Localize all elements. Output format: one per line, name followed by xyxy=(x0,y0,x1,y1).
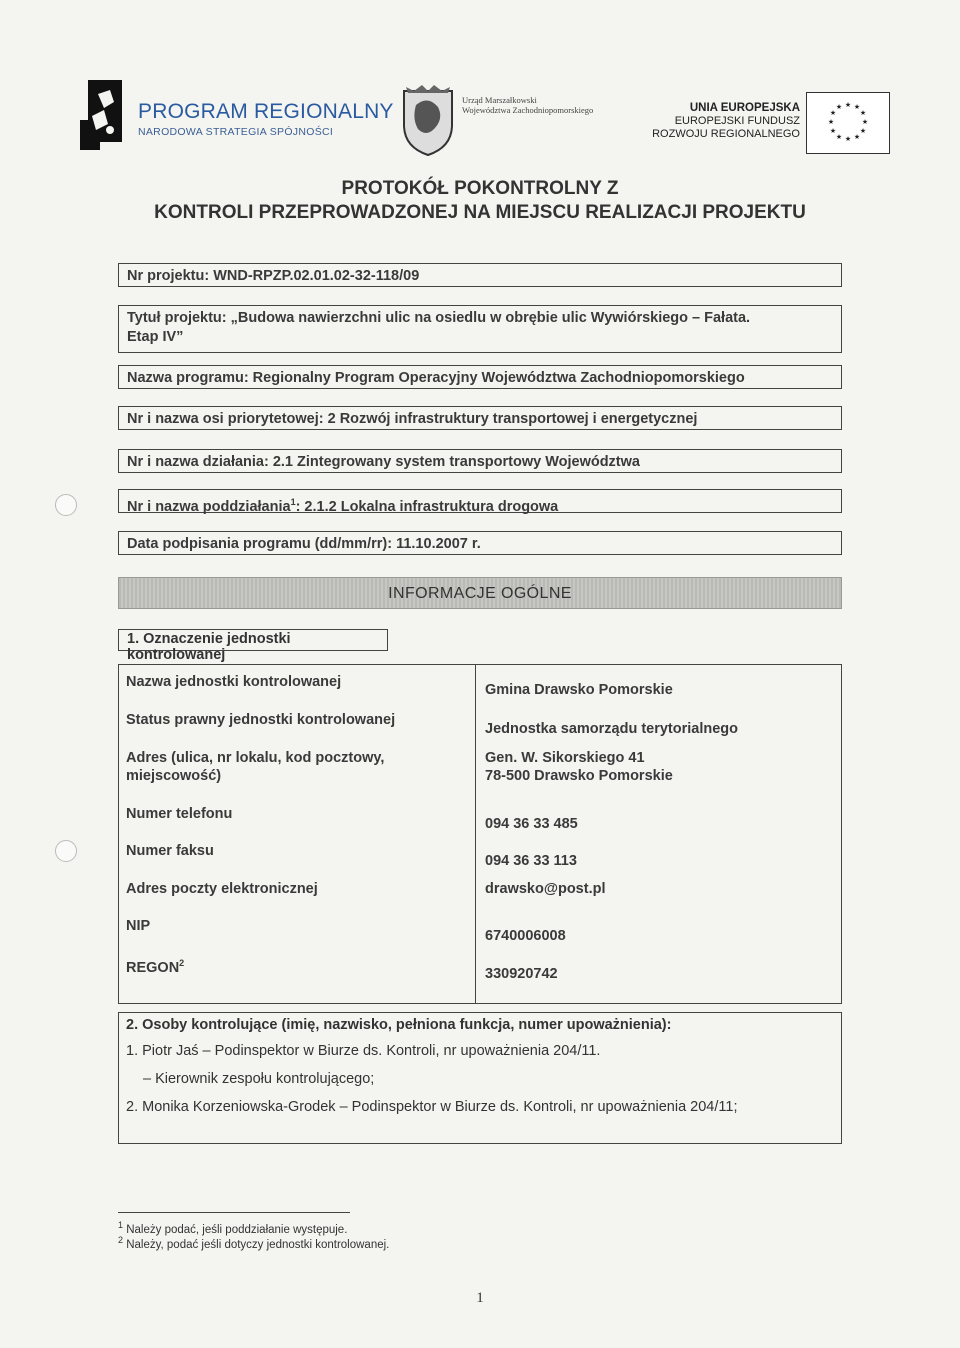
program-regionalny-logo-icon xyxy=(80,80,124,150)
inspectors-section xyxy=(118,1012,842,1144)
eu-caption xyxy=(652,102,800,141)
eu-flag-icon xyxy=(806,92,890,154)
action-text: Nr i nazwa działania: 2.1 Zintegrowany system transportowy Województwa xyxy=(127,454,640,470)
label-phone: Numer telefonu xyxy=(126,806,233,822)
label-legal-status: Status prawny jednostki kontrolowanej xyxy=(126,712,396,728)
footnote-1-text: Należy podać, jeśli poddziałanie występuje. xyxy=(126,1223,348,1236)
eu-line3: ROZWOJU REGIONALNEGO xyxy=(652,128,800,140)
label-address-line1: Adres (ulica, nr lokalu, kod pocztowy, xyxy=(126,750,385,766)
project-number-field xyxy=(118,263,842,287)
svg-text:★: ★ xyxy=(853,103,861,111)
crest-caption xyxy=(462,95,593,115)
eu-line2: EUROPEJSKI FUNDUSZ xyxy=(674,115,800,127)
svg-text:★: ★ xyxy=(844,101,852,109)
value-legal-status: Jednostka samorządu terytorialnego xyxy=(485,721,739,737)
footnote-1 xyxy=(118,1220,347,1236)
value-nip: 6740006008 xyxy=(485,928,566,944)
label-nip: NIP xyxy=(126,918,151,934)
priority-axis-text: Nr i nazwa osi priorytetowej: 2 Rozwój infrastruktury transportowej i energetycznej xyxy=(127,411,698,427)
project-title-line1: Tytuł projektu: „Budowa nawierzchni ulic na osiedlu w obrębie ulic Wywiórskiego – Fałata. xyxy=(127,310,751,326)
subaction-footnote-mark: 1 xyxy=(290,497,296,507)
regon-footnote-mark: 2 xyxy=(179,958,185,968)
section2-heading: 2. Osoby kontrolujące (imię, nazwisko, pełniona funkcja, numer upoważnienia): xyxy=(126,1017,672,1033)
punch-hole-bottom xyxy=(55,840,77,862)
footnote-2 xyxy=(118,1235,389,1251)
label-regon-text: REGON xyxy=(126,959,180,976)
inspector-1: 1. Piotr Jaś – Podinspektor w Biurze ds. Kontroli, nr upoważnienia 204/11. xyxy=(126,1043,601,1059)
project-title-field xyxy=(118,305,842,353)
svg-text:★: ★ xyxy=(859,109,867,117)
label-regon xyxy=(126,954,184,978)
priority-axis-field xyxy=(118,406,842,430)
eu-title: UNIA EUROPEJSKA xyxy=(689,102,800,114)
inspector-2: 2. Monika Korzeniowska-Grodek – Podinspektor w Biurze ds. Kontroli, nr upoważnienia 204/11; xyxy=(126,1099,738,1115)
inspector-1-role: – Kierownik zespołu kontrolującego; xyxy=(143,1071,375,1087)
footnote-separator xyxy=(118,1212,350,1213)
document-title-line1: PROTOKÓŁ POKONTROLNY Z xyxy=(341,178,619,199)
signing-date-text: Data podpisania programu (dd/mm/rr): 11.10.2007 r. xyxy=(127,536,481,552)
svg-text:★: ★ xyxy=(835,103,843,111)
project-number-text: Nr projektu: WND-RPZP.02.01.02-32-118/09 xyxy=(127,268,420,284)
footnote-2-text: Należy, podać jeśli dotyczy jednostki kontrolowanej. xyxy=(126,1238,390,1251)
section-banner: INFORMACJE OGÓLNE xyxy=(118,577,842,609)
document-title-line2: KONTROLI PRZEPROWADZONEJ NA MIEJSCU REALIZACJI PROJEKTU xyxy=(154,202,806,223)
program-name-field xyxy=(118,365,842,389)
voivodeship-crest-icon xyxy=(400,85,456,157)
svg-text:★: ★ xyxy=(827,118,835,126)
controlled-unit-table xyxy=(118,664,842,1004)
action-field xyxy=(118,449,842,473)
svg-text:★: ★ xyxy=(859,127,867,135)
punch-hole-top xyxy=(55,494,77,516)
svg-text:★: ★ xyxy=(835,133,843,141)
value-phone: 094 36 33 485 xyxy=(485,816,578,832)
svg-text:★: ★ xyxy=(844,135,852,143)
svg-text:★: ★ xyxy=(829,127,837,135)
label-fax: Numer faksu xyxy=(126,843,214,859)
svg-text:★: ★ xyxy=(829,109,837,117)
section1-heading: 1. Oznaczenie jednostki kontrolowanej xyxy=(118,629,388,651)
subaction-label: Nr i nazwa poddziałania xyxy=(127,498,291,515)
footnote-2-mark: 2 xyxy=(118,1235,124,1245)
subaction-field xyxy=(118,489,842,513)
svg-text:★: ★ xyxy=(861,118,869,126)
page-number: 1 xyxy=(476,1290,484,1306)
value-address-line2: 78-500 Drawsko Pomorskie xyxy=(485,768,673,784)
crest-caption-line1: Urząd Marszałkowski xyxy=(462,95,537,105)
value-fax: 094 36 33 113 xyxy=(485,853,577,869)
footnote-1-mark: 1 xyxy=(118,1220,124,1230)
crest-caption-line2: Województwa Zachodniopomorskiego xyxy=(462,105,594,115)
label-address-line2: miejscowość) xyxy=(126,768,222,784)
signing-date-field xyxy=(118,531,842,555)
value-email: drawsko@post.pl xyxy=(485,881,606,897)
table-divider xyxy=(475,665,476,1003)
label-unit-name: Nazwa jednostki kontrolowanej xyxy=(126,674,342,690)
program-name-text: Nazwa programu: Regionalny Program Operacyjny Województwa Zachodniopomorskiego xyxy=(127,370,745,386)
label-email: Adres poczty elektronicznej xyxy=(126,881,318,897)
svg-text:★: ★ xyxy=(853,133,861,141)
program-title: PROGRAM REGIONALNY xyxy=(138,100,394,123)
value-regon: 330920742 xyxy=(485,966,558,982)
project-title-line2: Etap IV” xyxy=(127,329,184,345)
program-subtitle: NARODOWA STRATEGIA SPÓJNOŚCI xyxy=(138,126,334,138)
value-unit-name: Gmina Drawsko Pomorskie xyxy=(485,682,673,698)
value-address-line1: Gen. W. Sikorskiego 41 xyxy=(485,750,645,766)
subaction-value: : 2.1.2 Lokalna infrastruktura drogowa xyxy=(295,498,559,515)
